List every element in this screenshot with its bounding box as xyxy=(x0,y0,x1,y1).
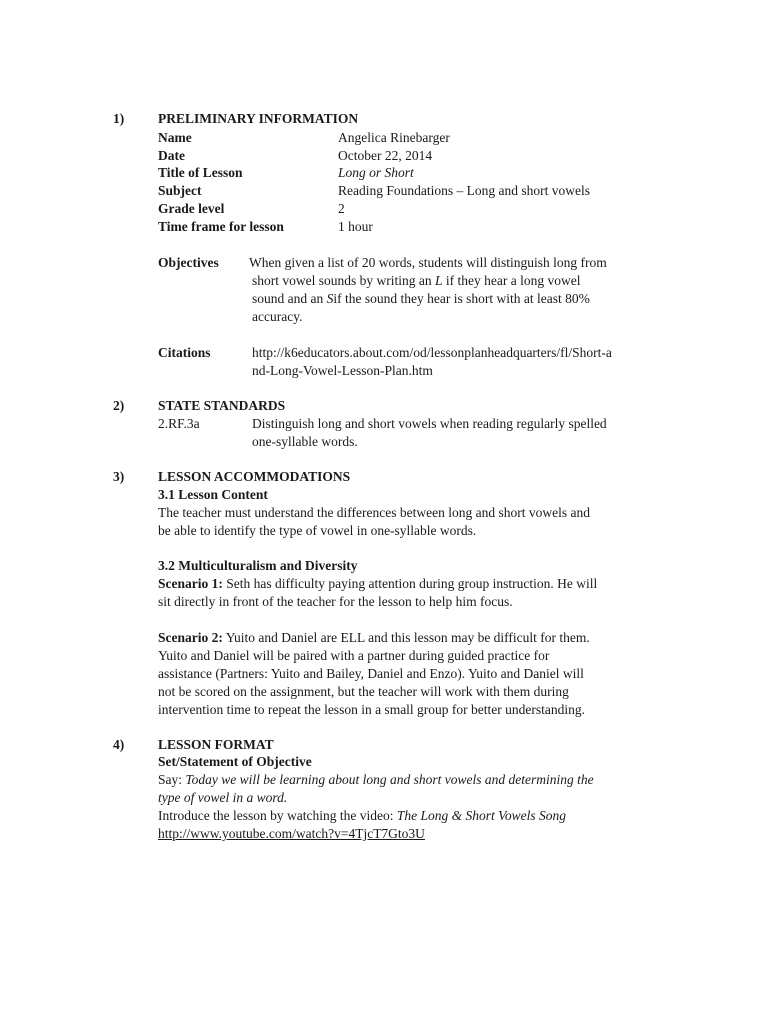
field-grade-label: Grade level xyxy=(158,201,225,216)
field-title-label: Title of Lesson xyxy=(158,165,243,180)
field-name-value: Angelica Rinebarger xyxy=(338,130,450,145)
field-timeframe-value: 1 hour xyxy=(338,219,373,234)
field-title-value: Long or Short xyxy=(338,165,414,180)
say-text: Today we will be learning about long and short vowels and determining the xyxy=(185,772,594,787)
standard-code: 2.RF.3a xyxy=(158,416,200,431)
section-1-number: 1) xyxy=(113,111,125,126)
scenario-2-line-1 xyxy=(158,629,590,647)
scenario-1-label: Scenario 1: xyxy=(158,576,223,591)
field-subject-value: Reading Foundations – Long and short vowels xyxy=(338,183,590,198)
scenario-2-line-2: Yuito and Daniel will be paired with a partner during guided practice for xyxy=(158,648,550,663)
objectives-letter-l: L xyxy=(435,273,443,288)
section-1-heading: PRELIMINARY INFORMATION xyxy=(158,111,359,126)
objectives-label: Objectives xyxy=(158,255,219,270)
diversity-title: 3.2 Multiculturalism and Diversity xyxy=(158,558,358,573)
objectives-line-2-end: if they hear a long vowel xyxy=(445,273,581,288)
field-grade-value: 2 xyxy=(338,201,345,216)
scenario-2-line-5: intervention time to repeat the lesson in a small group for better understanding. xyxy=(158,702,586,717)
standard-line-2: one-syllable words. xyxy=(252,434,358,449)
scenario-1-text: Seth has difficulty paying attention during group instruction. He will xyxy=(226,576,598,591)
scenario-2-label: Scenario 2: xyxy=(158,630,223,645)
lesson-content-line-1: The teacher must understand the differences between long and short vowels and xyxy=(158,505,590,520)
objectives-letter-s: S xyxy=(326,291,334,306)
objectives-line-2 xyxy=(252,272,580,290)
objectives-line-1: When given a list of 20 words, students will distinguish long from xyxy=(249,255,607,270)
field-timeframe-label: Time frame for lesson xyxy=(158,219,284,234)
set-statement-title: Set/Statement of Objective xyxy=(158,754,312,769)
video-title: The Long & Short Vowels Song xyxy=(396,808,566,823)
intro-line xyxy=(158,807,566,825)
say-label: Say: xyxy=(158,772,183,787)
objectives-line-3 xyxy=(252,290,590,308)
citations-url-line-2: nd-Long-Vowel-Lesson-Plan.htm xyxy=(252,363,433,378)
video-link[interactable]: http://www.youtube.com/watch?v=4TjcT7Gto3U xyxy=(158,826,425,841)
section-4-number: 4) xyxy=(113,737,125,752)
standard-line-1: Distinguish long and short vowels when reading regularly spelled xyxy=(252,416,607,431)
scenario-1-line-1 xyxy=(158,575,597,593)
field-name-label: Name xyxy=(158,130,192,145)
objectives-line-4: accuracy. xyxy=(252,309,303,324)
section-4-heading: LESSON FORMAT xyxy=(158,737,274,752)
objectives-line-2-text: short vowel sounds by writing an xyxy=(252,273,432,288)
field-subject-label: Subject xyxy=(158,183,202,198)
section-3-number: 3) xyxy=(113,469,125,484)
intro-text: Introduce the lesson by watching the video: xyxy=(158,808,394,823)
scenario-2-line-3: assistance (Partners: Yuito and Bailey, Daniel and Enzo). Yuito and Daniel will xyxy=(158,666,584,681)
field-date-label: Date xyxy=(158,148,185,163)
section-2-number: 2) xyxy=(113,398,125,413)
scenario-1-line-2: sit directly in front of the teacher for the lesson to help him focus. xyxy=(158,594,513,609)
citations-label: Citations xyxy=(158,345,211,360)
section-3-heading: LESSON ACCOMMODATIONS xyxy=(158,469,351,484)
lesson-content-line-2: be able to identify the type of vowel in one-syllable words. xyxy=(158,523,477,538)
say-line-1 xyxy=(158,771,594,789)
say-line-2: type of vowel in a word. xyxy=(158,790,288,805)
scenario-2-text: Yuito and Daniel are ELL and this lesson may be difficult for them. xyxy=(225,630,590,645)
objectives-line-3-end: if the sound they hear is short with at least 80% xyxy=(333,291,590,306)
objectives-line-3-start: sound and an xyxy=(252,291,324,306)
field-date-value: October 22, 2014 xyxy=(338,148,433,163)
citations-url-line-1: http://k6educators.about.com/od/lessonplanheadquarters/fl/Short-a xyxy=(252,345,612,360)
lesson-content-title: 3.1 Lesson Content xyxy=(158,487,268,502)
scenario-2-line-4: not be scored on the assignment, but the teacher will work with them during xyxy=(158,684,569,699)
section-2-heading: STATE STANDARDS xyxy=(158,398,286,413)
